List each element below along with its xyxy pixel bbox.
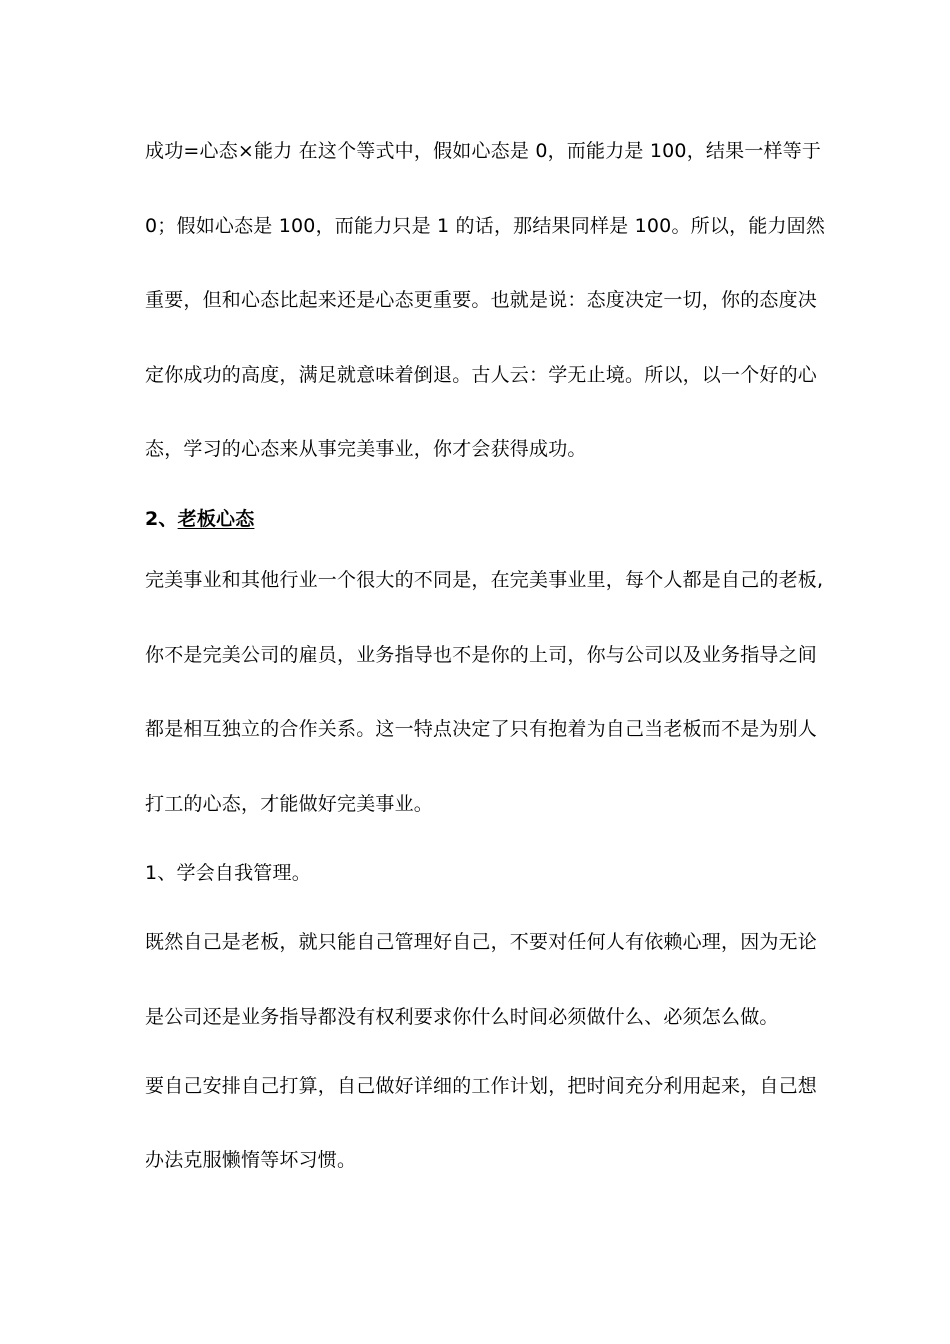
paragraph-line: 都是相互独立的合作关系。这一特点决定了只有抱着为自己当老板而不是为别人 xyxy=(145,718,818,740)
paragraph-line: 要自己安排自己打算，自己做好详细的工作计划，把时间充分利用起来，自己想 xyxy=(145,1075,818,1097)
paragraph-line: 定你成功的高度，满足就意味着倒退。古人云：学无止境。所以，以一个好的心 xyxy=(145,364,818,386)
paragraph-line: 态，学习的心态来从事完美事业，你才会获得成功。 xyxy=(145,438,587,460)
section-heading xyxy=(145,506,254,532)
paragraph-line: 成功=心态×能力 在这个等式中，假如心态是 0，而能力是 100，结果一样等于 xyxy=(145,140,822,162)
section-title: 老板心态 xyxy=(177,508,255,530)
paragraph-line: 是公司还是业务指导都没有权利要求你什么时间必须做什么、必须怎么做。 xyxy=(145,1006,779,1028)
section-number: 2、 xyxy=(145,508,178,530)
paragraph-line: 既然自己是老板，就只能自己管理好自己，不要对任何人有依赖心理，因为无论 xyxy=(145,931,818,953)
paragraph-line: 办法克服懒惰等坏习惯。 xyxy=(145,1149,357,1171)
paragraph-line: 你不是完美公司的雇员，业务指导也不是你的上司，你与公司以及业务指导之间 xyxy=(145,644,818,666)
paragraph-line: 打工的心态，才能做好完美事业。 xyxy=(145,793,434,815)
subheading: 1、学会自我管理。 xyxy=(145,862,311,884)
paragraph-line: 完美事业和其他行业一个很大的不同是，在完美事业里，每个人都是自己的老板, xyxy=(145,569,824,591)
paragraph-line: 0；假如心态是 100，而能力只是 1 的话，那结果同样是 100。所以，能力固然 xyxy=(145,215,826,237)
paragraph-line: 重要，但和心态比起来还是心态更重要。也就是说：态度决定一切，你的态度决 xyxy=(145,289,818,311)
